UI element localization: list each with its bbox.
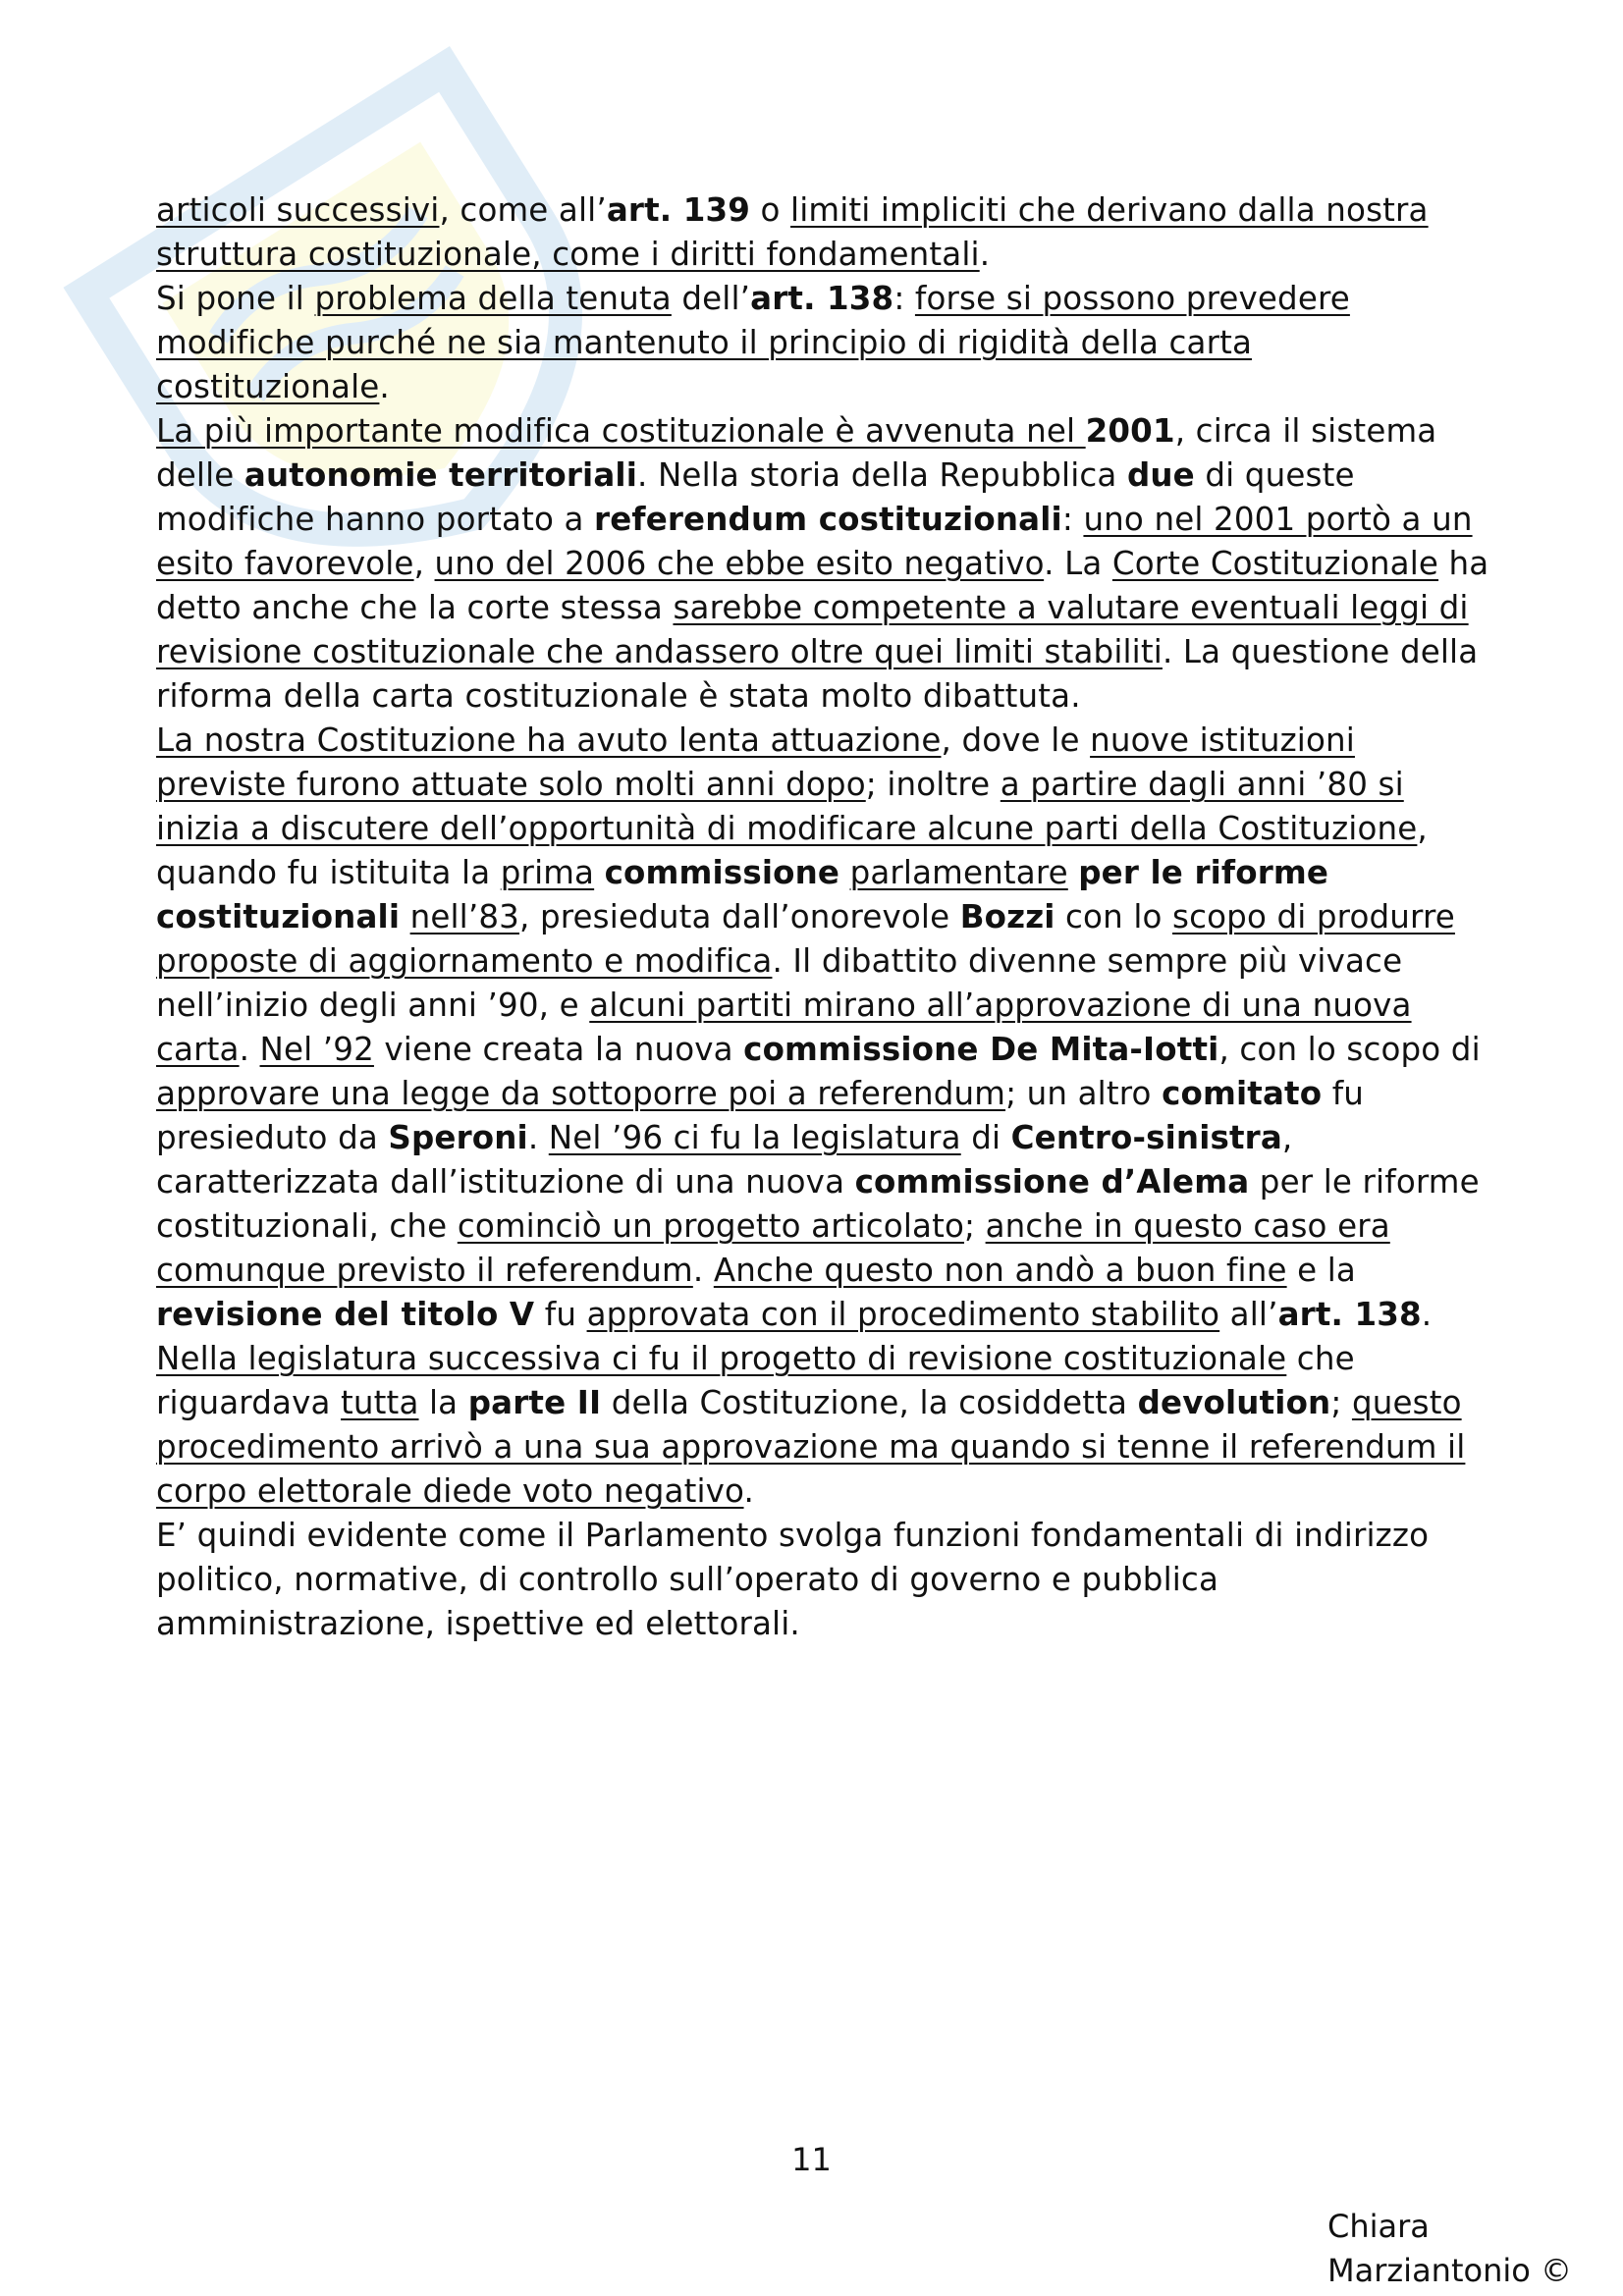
text-run: . [743, 1472, 755, 1510]
text-run: , caratterizzata dall’istituzione di una nuova [156, 1119, 1293, 1201]
underlined-text: Nel ’92 [259, 1031, 374, 1068]
text-run: , circa il sistema delle [156, 412, 1437, 494]
underlined-text: uno nel 2001 portò a un esito favorevole [156, 501, 1473, 582]
underlined-text: anche in questo caso era comunque previsto il referendum [156, 1207, 1390, 1289]
text-run [400, 898, 409, 935]
underlined-text: problema della tenuta [314, 280, 672, 317]
bold-text: per le riforme costituzionali [156, 854, 1329, 935]
text-run: . Nella storia della Repubblica [637, 456, 1127, 494]
underlined-text: tutta [341, 1384, 419, 1421]
text-run: . [692, 1252, 714, 1289]
bold-text: referendum costituzionali [594, 501, 1062, 538]
text-run: viene creata la nuova [373, 1031, 744, 1068]
underlined-text: nell’83 [409, 898, 519, 935]
text-run: . La [1044, 545, 1112, 582]
text-run: che riguardava [156, 1340, 1355, 1421]
text-run: , dove le [941, 721, 1091, 759]
underlined-text: uno del 2006 che ebbe esito negativo [434, 545, 1045, 582]
text-run: . [527, 1119, 549, 1156]
underlined-text: Nel ’96 ci fu la legislatura [548, 1119, 961, 1156]
text-run: della Costituzione, la cosiddetta [601, 1384, 1138, 1421]
bold-text: autonomie territoriali [243, 456, 637, 494]
bold-text: devolution [1137, 1384, 1331, 1421]
text-run: . [239, 1031, 260, 1068]
bold-text: parte II [467, 1384, 602, 1421]
underlined-text: a partire dagli anni ’80 si inizia a discutere dell’opportunità di modificare alcune parti della Costituzione [156, 766, 1418, 847]
text-run: fu [534, 1296, 587, 1333]
bold-text: Centro-sinistra [1010, 1119, 1282, 1156]
bold-text: commissione De Mita-Iotti [743, 1031, 1219, 1068]
author-last-name: Marziantonio © [1327, 2252, 1572, 2289]
text-run: . [379, 368, 390, 405]
text-run: , con lo scopo di [1218, 1031, 1481, 1068]
text-run: . [979, 236, 991, 273]
underlined-text: prima [500, 854, 595, 891]
underlined-text: Nella legislatura successiva ci fu il progetto di revisione costituzionale [156, 1340, 1287, 1377]
bold-text: art. 138 [750, 280, 894, 317]
bold-text: art. 138 [1277, 1296, 1422, 1333]
text-run: . [1421, 1296, 1433, 1333]
author-credit [1327, 2205, 1572, 2293]
underlined-text: La più importante modifica costituzionale è avvenuta nel [156, 412, 1086, 450]
text-run: Si pone il [156, 280, 315, 317]
text-run: ha detto anche che la corte stessa [156, 545, 1489, 626]
underlined-text: questo procedimento arrivò a una sua approvazione ma quando si tenne il referendum il corpo elettorale diede voto negativo [156, 1384, 1466, 1510]
underlined-text: forse si possono prevedere modifiche purché ne sia mantenuto il principio di rigidità della carta costituzionale [156, 280, 1350, 405]
text-run: ; [1330, 1384, 1352, 1421]
text-run: , presieduta dall’onorevole [519, 898, 960, 935]
bold-text: revisione del titolo V [156, 1296, 535, 1333]
bold-text: art. 139 [606, 191, 751, 229]
text-run [594, 854, 604, 891]
text-run: per le riforme costituzionali, che [156, 1163, 1480, 1245]
document-body [156, 188, 1491, 1646]
text-run: , come all’ [439, 191, 607, 229]
bold-text: comitato [1162, 1075, 1323, 1112]
bold-text: Speroni [388, 1119, 528, 1156]
underlined-text: Corte Costituzionale [1111, 545, 1439, 582]
paragraph [156, 188, 1491, 277]
text-run [1068, 854, 1078, 891]
underlined-text: cominciò un progetto articolato [457, 1207, 965, 1245]
underlined-text: limiti impliciti che derivano dalla nostra struttura costituzionale, come i diritti fondamentali [156, 191, 1429, 273]
underlined-text: parlamentare [849, 854, 1068, 891]
bold-text: due [1126, 456, 1195, 494]
page-number: 11 [791, 2141, 832, 2178]
text-run: ; un altro [1005, 1075, 1163, 1112]
text-run: dell’ [671, 280, 751, 317]
text-run: ; inoltre [865, 766, 1001, 803]
text-run: , [413, 545, 435, 582]
text-run: con lo [1055, 898, 1173, 935]
text-run: E’ quindi evidente come il Parlamento svolga funzioni fondamentali di indirizzo politico, normative, di controllo sull’operato di governo e pubblica amministrazione, ispettive ed elettorali. [156, 1517, 1430, 1642]
underlined-text: alcuni partiti mirano all’approvazione di una nuova carta [156, 987, 1412, 1068]
text-run: e la [1286, 1252, 1356, 1289]
underlined-text: articoli successivi [156, 191, 440, 229]
underlined-text: Anche questo non andò a buon fine [713, 1252, 1287, 1289]
underlined-text: approvare una legge da sottoporre poi a referendum [156, 1075, 1006, 1112]
text-run: : [893, 280, 915, 317]
text-run: di [960, 1119, 1011, 1156]
underlined-text: sarebbe competente a valutare eventuali leggi di revisione costituzionale che andassero oltre quei limiti stabiliti [156, 589, 1469, 670]
bold-text: 2001 [1085, 412, 1175, 450]
bold-text: commissione d’Alema [854, 1163, 1250, 1201]
paragraph [156, 409, 1491, 719]
text-run: di queste modifiche hanno portato a [156, 456, 1355, 538]
text-run: . Il dibattito divenne sempre più vivace nell’inizio degli anni ’90, e [156, 942, 1403, 1024]
paragraph [156, 1514, 1491, 1646]
underlined-text: approvata con il procedimento stabilito [586, 1296, 1220, 1333]
text-run: la [418, 1384, 468, 1421]
paragraph [156, 277, 1491, 409]
author-first-name: Chiara [1327, 2208, 1430, 2245]
text-run: , quando fu istituita la [156, 810, 1428, 891]
paragraph [156, 719, 1491, 1514]
text-run: : [1061, 501, 1084, 538]
text-run: fu presieduto da [156, 1075, 1365, 1156]
bold-text: commissione [604, 854, 840, 891]
bold-text: Bozzi [959, 898, 1055, 935]
text-run: ; [964, 1207, 986, 1245]
text-run [839, 854, 849, 891]
underlined-text: scopo di produrre proposte di aggiornamento e modifica [156, 898, 1455, 980]
text-run: . La questione della riforma della carta costituzionale è stata molto dibattuta. [156, 633, 1479, 715]
text-run: o [750, 191, 791, 229]
text-run: all’ [1219, 1296, 1278, 1333]
underlined-text: nuove istituzioni previste furono attuate solo molti anni dopo [156, 721, 1355, 803]
underlined-text: La nostra Costituzione ha avuto lenta attuazione [156, 721, 942, 759]
